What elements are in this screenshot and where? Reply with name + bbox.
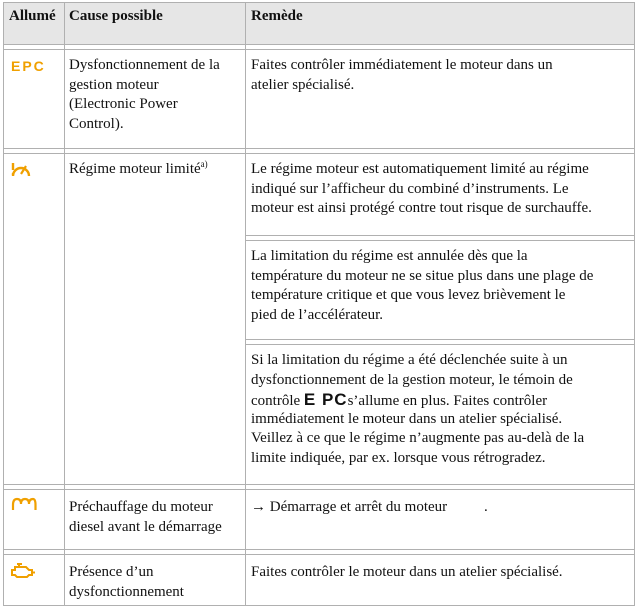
remedy-line: . (484, 499, 488, 515)
row-divider (3, 554, 635, 555)
cause-line: diesel avant le démarrage (69, 518, 222, 535)
remedy-line: moteur est ainsi protégé contre tout risque de surchauffe. (251, 200, 592, 216)
row-divider (3, 489, 635, 490)
cause-line: Présence d’un (69, 564, 154, 580)
remedy-line: pied de l’accélérateur. (251, 306, 383, 323)
remedy-line: indiqué sur l’afficheur du combiné d’instruments. Le (251, 180, 569, 197)
cause-line: (Electronic Power (69, 96, 178, 112)
speed-limit-gauge-icon (10, 160, 32, 183)
row-divider (3, 153, 635, 154)
row-divider (3, 484, 635, 485)
remedy-line: atelier spécialisé. (251, 76, 355, 93)
header-allume: Allumé (9, 8, 56, 24)
epc-inline-icon: E PC (303, 390, 348, 409)
row-divider (3, 549, 635, 550)
sub-row-divider (245, 235, 635, 236)
glow-plug-icon (11, 496, 37, 517)
table-border-bottom (3, 605, 635, 606)
remedy-line: Veillez à ce que le régime n’augmente pas au-delà de la (251, 430, 585, 446)
warning-lights-table (3, 2, 635, 606)
remedy-line: Faites contrôler le moteur dans un atelier spécialisé. (251, 564, 563, 580)
table-border-top (3, 2, 635, 3)
remedy-line: Faites contrôler immédiatement le moteur dans un (251, 57, 553, 73)
row-divider (3, 49, 635, 50)
cause-line: Dysfonctionnement de la (69, 57, 220, 73)
cause-line: Control). (69, 115, 124, 132)
sub-row-divider (245, 339, 635, 340)
cause-line: dysfonctionnement (69, 583, 184, 600)
cause-line: gestion moteur (69, 76, 159, 93)
row-divider (3, 44, 635, 45)
cause-line: Préchauffage du moteur (69, 499, 213, 515)
table-border-left (3, 2, 4, 606)
column-divider (245, 2, 246, 606)
row-divider (3, 148, 635, 149)
remedy-line: limite indiquée, par ex. lorsque vous rétrogradez. (251, 449, 546, 466)
remedy-line: immédiatement le moteur dans un atelier spécialisé. (251, 410, 563, 427)
remedy-line: Si la limitation du régime a été déclenchée suite à un (251, 352, 568, 368)
table-border-right (634, 2, 635, 606)
remedy-line: température du moteur ne se situe plus dans une plage de (251, 267, 594, 284)
sub-row-divider (245, 344, 635, 345)
remedy-line: température critique et que vous levez brièvement le (251, 287, 566, 303)
cross-reference-link[interactable]: → Démarrage et arrêt du moteur (251, 499, 448, 515)
engine-malfunction-icon (10, 563, 36, 584)
remedy-line: dysfonctionnement de la gestion moteur, le témoin de (251, 371, 573, 388)
remedy-line: Le régime moteur est automatiquement limité au régime (251, 161, 589, 177)
header-cause: Cause possible (69, 8, 163, 24)
remedy-line: La limitation du régime est annulée dès que la (251, 248, 528, 264)
cause-line: Régime moteur limité$^{a)}$ (69, 159, 208, 177)
column-divider (64, 2, 65, 606)
sub-row-divider (245, 240, 635, 241)
epc-warning-icon: EPC (11, 58, 46, 74)
header-remede: Remède (251, 8, 303, 24)
remedy-line: contrôle E PCs’allume en plus. Faites contrôler (251, 390, 548, 409)
